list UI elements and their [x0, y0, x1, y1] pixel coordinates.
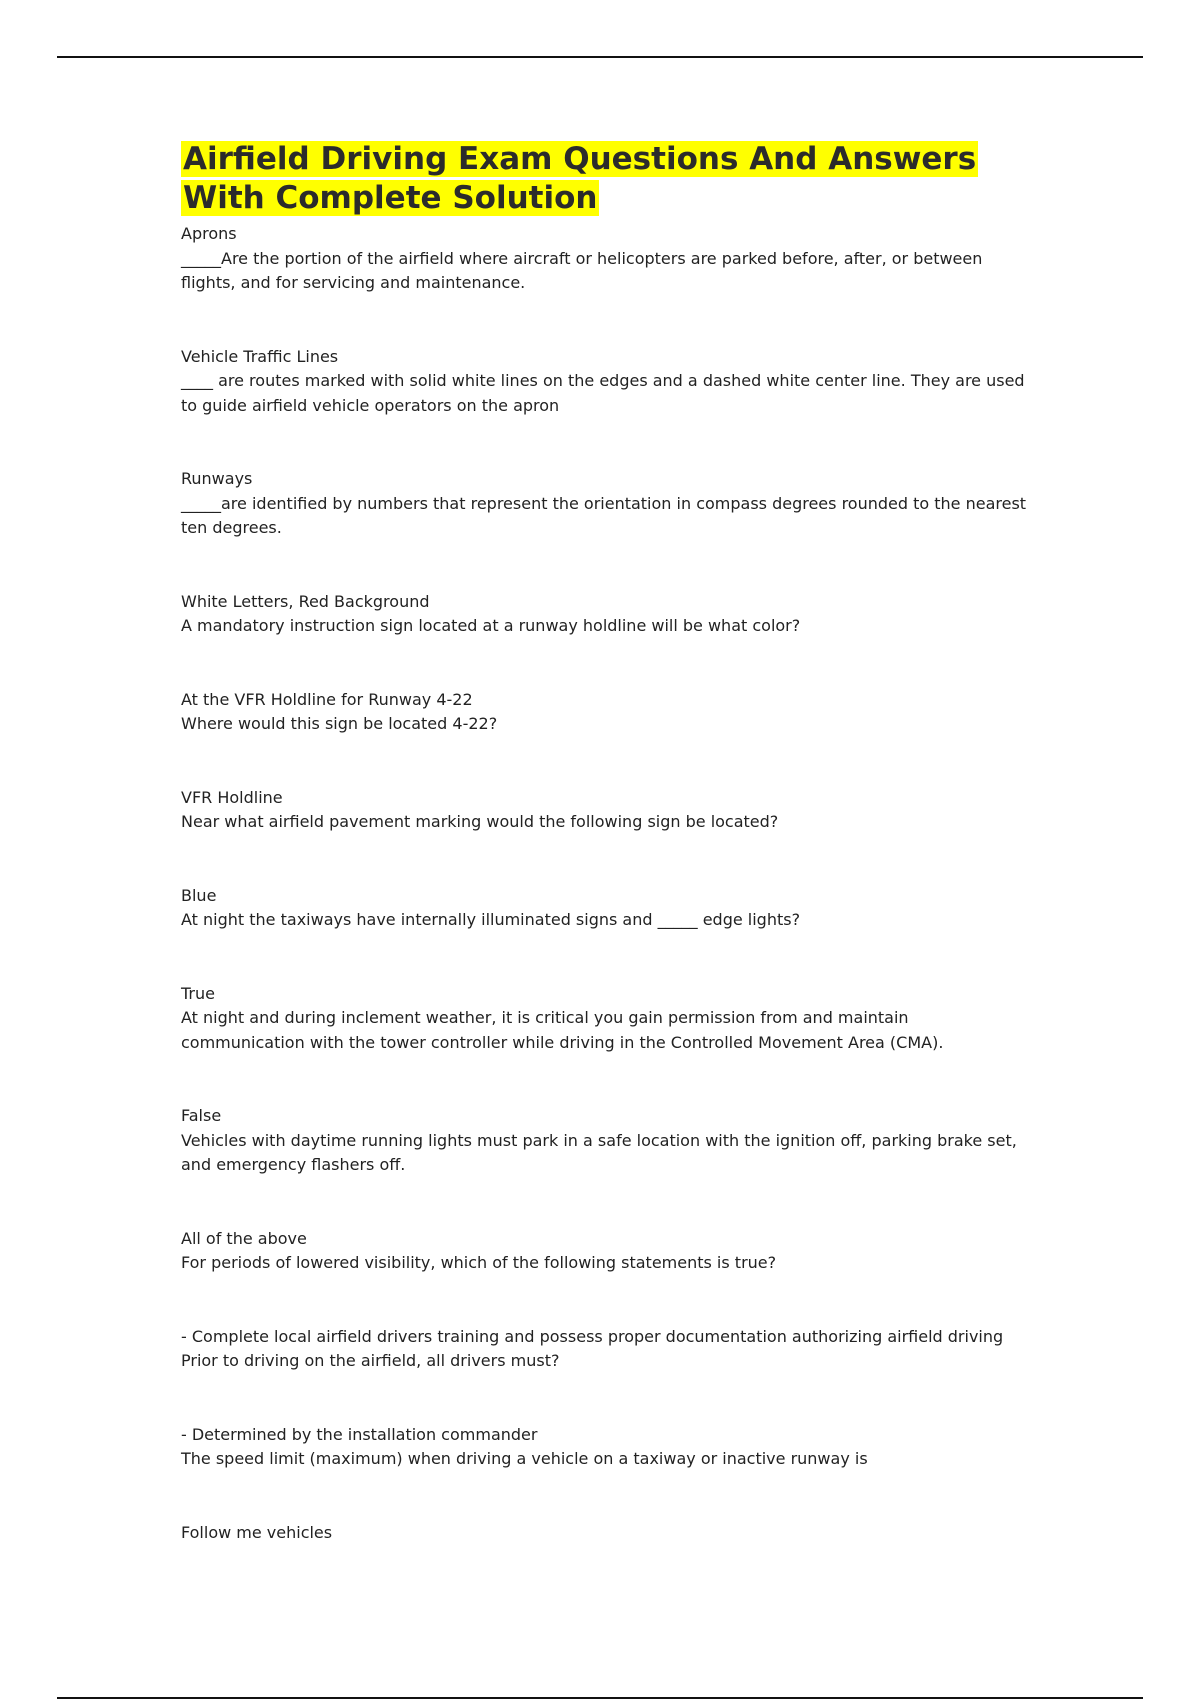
answer-text: True [181, 983, 215, 1003]
answer-text: Aprons [181, 224, 237, 243]
answer-text: - Complete local airfield drivers training and possess proper documentation authorizing airfield driving [181, 1326, 1004, 1346]
question-text: The speed limit (maximum) when driving a vehicle on a taxiway or inactive runway is [181, 1449, 868, 1468]
qa-item [181, 884, 1031, 933]
question-text: For periods of lowered visibility, which of the following statements is true? [181, 1253, 777, 1272]
question-text: _____are identified by numbers that represent the orientation in compass degrees rounded to the nearest ten degrees. [181, 493, 1027, 537]
answer-text: Follow me vehicles [181, 1522, 333, 1542]
qa-item [181, 1521, 1031, 1546]
answer-text: Blue [181, 885, 217, 905]
question-text: _____Are the portion of the airfield where aircraft or helicopters are parked before, after, or between flights, and for servicing and maintenance. [181, 248, 983, 292]
question-text: Where would this sign be located 4-22? [181, 714, 498, 733]
answer-text: - Determined by the installation commander [181, 1424, 538, 1444]
question-text: Near what airfield pavement marking would the following sign be located? [181, 812, 779, 831]
qa-item [181, 1325, 1031, 1374]
bottom-rule [57, 1697, 1143, 1699]
page-title [181, 140, 1031, 218]
top-rule [57, 56, 1143, 58]
qa-item [181, 222, 1031, 296]
answer-text: Vehicle Traffic Lines [181, 346, 339, 366]
qa-item [181, 688, 1031, 737]
qa-item [181, 1104, 1031, 1178]
answer-text: All of the above [181, 1228, 307, 1248]
qa-item [181, 1423, 1031, 1472]
title-line-2: With Complete Solution [183, 180, 598, 216]
answer-text: At the VFR Holdline for Runway 4-22 [181, 689, 473, 709]
answer-text: VFR Holdline [181, 787, 283, 807]
question-text: Prior to driving on the airfield, all drivers must? [181, 1351, 560, 1370]
question-text: ____ are routes marked with solid white lines on the edges and a dashed white center line. They are used to guide airfield vehicle operators on the apron [181, 371, 1025, 415]
qa-item [181, 1227, 1031, 1276]
answer-text: Runways [181, 469, 253, 488]
answer-text: False [181, 1106, 222, 1125]
qa-item [181, 467, 1031, 541]
question-text: A mandatory instruction sign located at a runway holdline will be what color? [181, 616, 801, 635]
qa-item [181, 982, 1031, 1056]
qa-item [181, 590, 1031, 639]
qa-item [181, 345, 1031, 419]
question-text: At night and during inclement weather, it is critical you gain permission from and maintain communication with the tower controller while driving in the Controlled Movement Area (CMA). [181, 1008, 944, 1052]
answer-text: White Letters, Red Background [181, 591, 430, 611]
document-body [181, 140, 1031, 1545]
title-line-1: Airfield Driving Exam Questions And Answers [183, 141, 977, 177]
question-text: At night the taxiways have internally illuminated signs and _____ edge lights? [181, 910, 801, 929]
qa-item [181, 786, 1031, 835]
question-text: Vehicles with daytime running lights must park in a safe location with the ignition off, parking brake set, and emergency flashers off. [181, 1130, 1017, 1174]
